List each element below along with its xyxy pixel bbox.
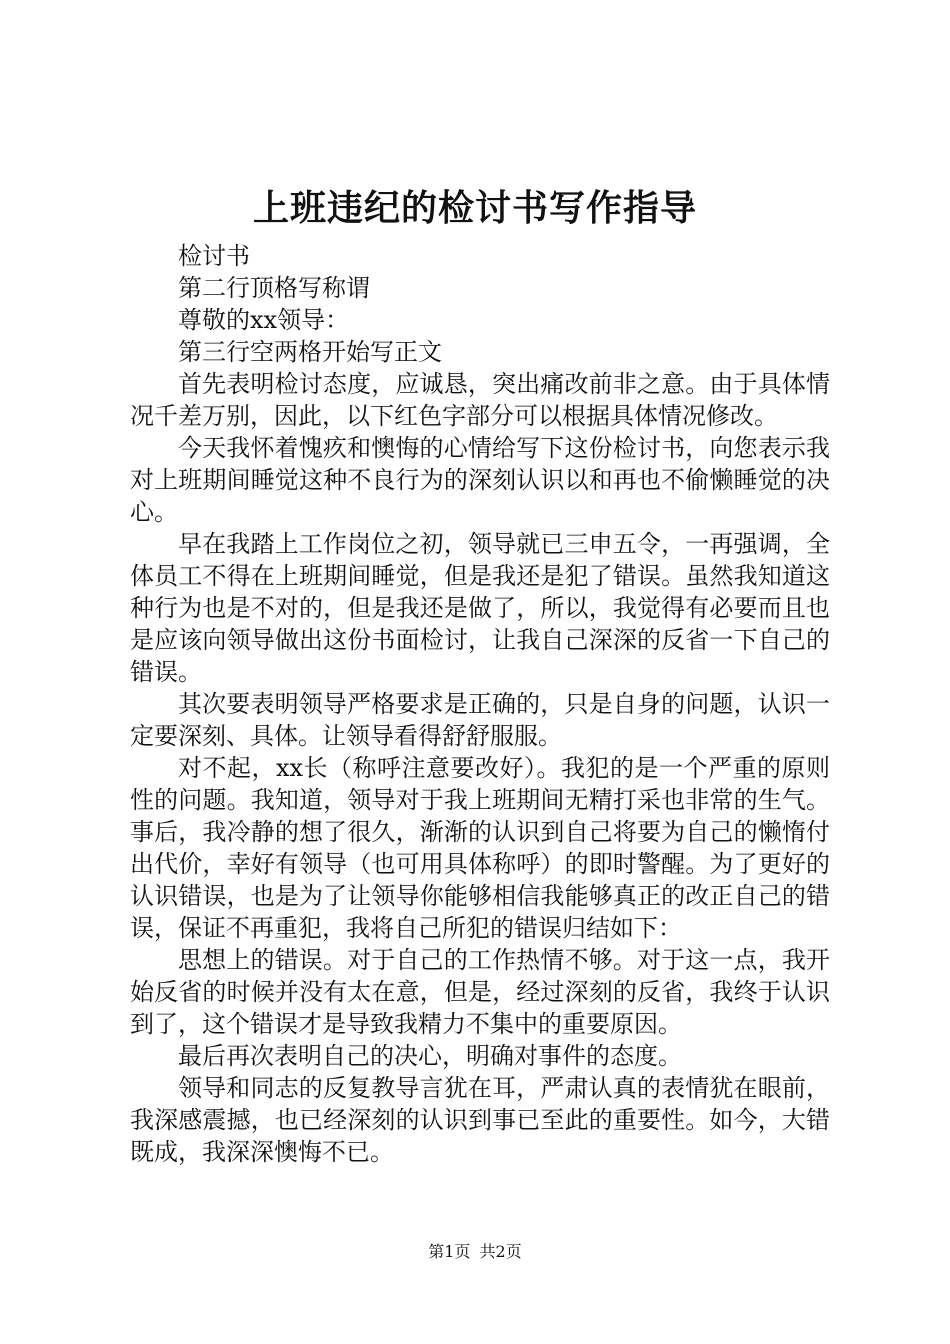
paragraph-instruction-salutation: 第二行顶格写称谓 <box>178 274 370 302</box>
document-body <box>130 240 830 1168</box>
paragraph-opening: 今天我怀着愧疚和懊悔的心情给写下这份检讨书，向您表示我对上班期间睡觉这种不良行为的深刻认识以和再也不偷懒睡觉的决心。 <box>130 434 830 526</box>
paragraph-background: 早在我踏上工作岗位之初，领导就已三申五令，一再强调，全体员工不得在上班期间睡觉，但是我还是犯了错误。虽然我知道这种行为也是不对的，但是我还是做了，所以，我觉得有必要而且也是应该向领导做出这份书面检讨，让我自己深深的反省一下自己的错误。 <box>130 530 830 686</box>
page-number: 第1页 <box>428 1242 471 1261</box>
document-title: 上班违纪的检讨书写作指导 <box>252 187 697 229</box>
page-footer <box>0 1242 950 1262</box>
paragraph-mistake: 思想上的错误。对于自己的工作热情不够。对于这一点，我开始反省的时候并没有太在意，但是，经过深刻的反省，我终于认识到了，这个错误才是导致我精力不集中的重要原因。 <box>130 946 830 1038</box>
paragraph-apology: 对不起，xx长（称呼注意要改好）。我犯的是一个严重的原则性的问题。我知道，领导对于我上班期间无精打采也非常的生气。事后，我冷静的想了很久，渐渐的认识到自己将要为自己的懒惰付出代价，幸好有领导（也可用具体称呼）的即时警醒。为了更好的认识错误，也是为了让领导你能够相信我能够真正的改正自己的错误，保证不再重犯，我将自己所犯的错误归结如下： <box>130 754 830 942</box>
paragraph-reflection: 领导和同志的反复教导言犹在耳，严肃认真的表情犹在眼前，我深感震撼，也已经深刻的认识到事已至此的重要性。如今，大错既成，我深深懊悔不已。 <box>130 1074 830 1166</box>
paragraph-salutation: 尊敬的xx领导： <box>178 306 350 334</box>
page-total: 共2页 <box>479 1242 522 1261</box>
paragraph-requirement-note: 其次要表明领导严格要求是正确的，只是自身的问题，认识一定要深刻、具体。让领导看得舒舒服服。 <box>130 690 830 750</box>
paragraph-attitude-note: 首先表明检讨态度，应诚恳，突出痛改前非之意。由于具体情况千差万别，因此，以下红色字部分可以根据具体情况修改。 <box>130 370 830 430</box>
paragraph-instruction-body: 第三行空两格开始写正文 <box>178 338 442 366</box>
paragraph-heading: 检讨书 <box>178 242 250 270</box>
paragraph-resolution-note: 最后再次表明自己的决心，明确对事件的态度。 <box>178 1042 682 1070</box>
